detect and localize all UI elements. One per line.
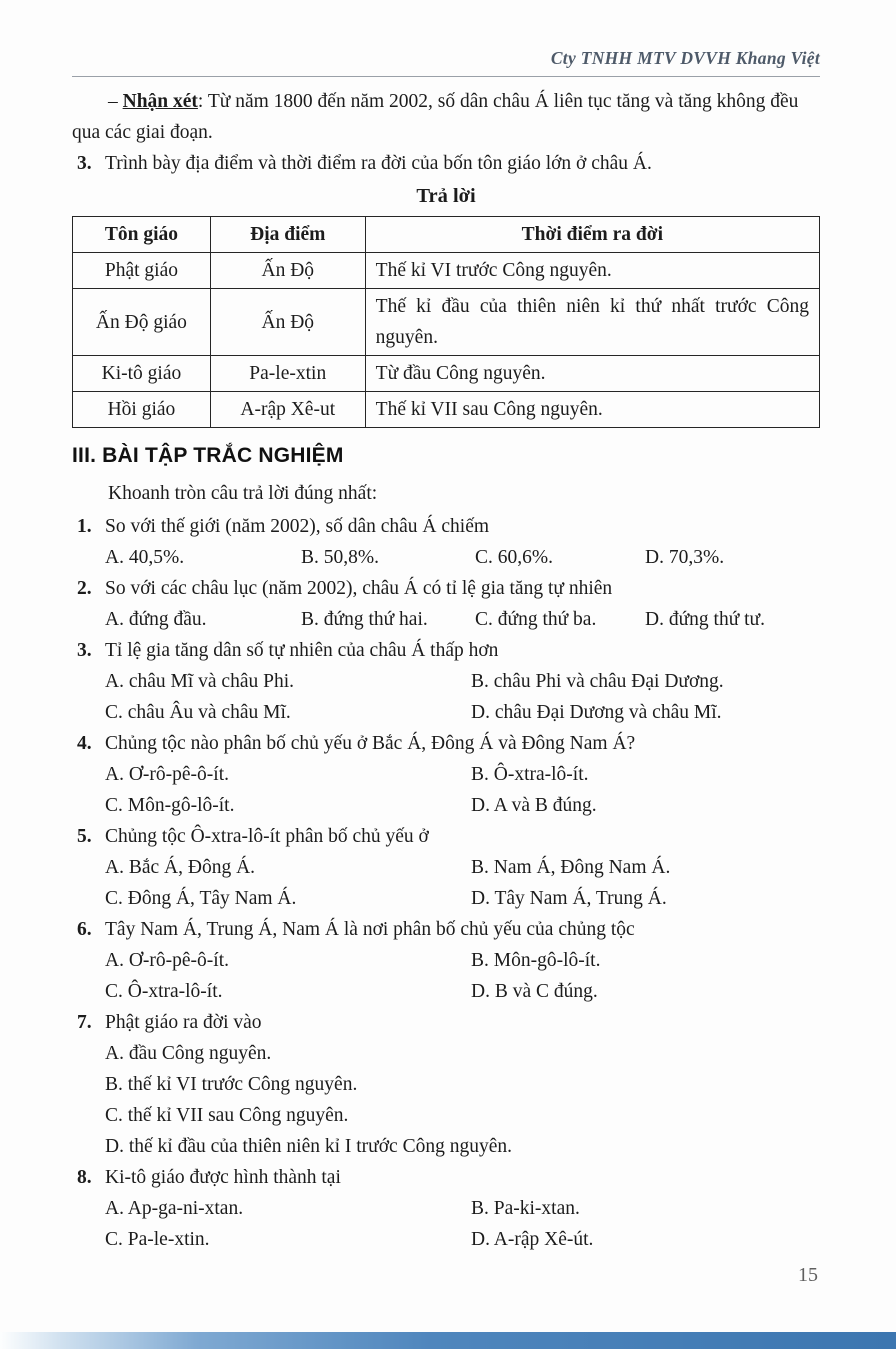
option-d: D. đứng thứ tư. xyxy=(645,609,765,630)
table-row xyxy=(73,253,820,289)
option-b: B. đứng thứ hai. xyxy=(301,609,428,630)
question-number: 8. xyxy=(77,1167,92,1188)
question-3 xyxy=(72,635,820,728)
option-a: A. đầu Công nguyên. xyxy=(105,1043,272,1064)
option-a: A. Bắc Á, Đông Á. xyxy=(105,857,256,878)
option-d: D. 70,3%. xyxy=(645,547,725,568)
option-a: A. Ơ-rô-pê-ô-ít. xyxy=(105,764,229,785)
remark-label: Nhận xét xyxy=(122,91,198,112)
question-text: Phật giáo ra đời vào xyxy=(105,1012,262,1033)
cell-religion: Ki-tô giáo xyxy=(73,356,211,392)
item-number: 3. xyxy=(77,153,92,174)
option-d: D. thế kỉ đầu của thiên niên kỉ I trước Công nguyên. xyxy=(105,1136,512,1157)
cell-place: Ấn Độ xyxy=(210,253,365,289)
question-7 xyxy=(72,1007,820,1162)
question-text: Tỉ lệ gia tăng dân số tự nhiên của châu Á thấp hơn xyxy=(105,640,499,661)
option-d: D. châu Đại Dương và châu Mĩ. xyxy=(471,702,722,723)
option-c: C. Đông Á, Tây Nam Á. xyxy=(105,888,297,909)
option-c: C. Ô-xtra-lô-ít. xyxy=(105,981,223,1002)
question-number: 1. xyxy=(77,516,92,537)
cell-time: Thế kỉ VII sau Công nguyên. xyxy=(365,392,819,428)
option-a: A. châu Mĩ và châu Phi. xyxy=(105,671,295,692)
cell-religion: Phật giáo xyxy=(73,253,211,289)
question-number: 4. xyxy=(77,733,92,754)
option-a: A. Ap-ga-ni-xtan. xyxy=(105,1198,244,1219)
option-b: B. Pa-ki-xtan. xyxy=(471,1198,580,1219)
option-d: D. A và B đúng. xyxy=(471,795,597,816)
cell-time: Thế kỉ đầu của thiên niên kỉ thứ nhất trước Công nguyên. xyxy=(365,289,819,356)
remark-text: : Từ năm 1800 đến năm 2002, số dân châu Á liên tục tăng và tăng không đều qua các giai đoạn. xyxy=(72,91,799,143)
question-text: Tây Nam Á, Trung Á, Nam Á là nơi phân bố chủ yếu của chủng tộc xyxy=(105,919,635,940)
question-6 xyxy=(72,914,820,1007)
question-text: Chủng tộc nào phân bố chủ yếu ở Bắc Á, Đông Á và Đông Nam Á? xyxy=(105,733,636,754)
page-number: 15 xyxy=(798,1264,818,1286)
option-a: A. 40,5%. xyxy=(105,547,185,568)
header-place: Địa điểm xyxy=(210,217,365,253)
option-b: B. Môn-gô-lô-ít. xyxy=(471,950,601,971)
question-4 xyxy=(72,728,820,821)
table-header-row xyxy=(73,217,820,253)
option-b: B. Nam Á, Đông Nam Á. xyxy=(471,857,671,878)
cell-religion: Hồi giáo xyxy=(73,392,211,428)
footer-accent-bar xyxy=(0,1332,896,1349)
question-text: So với thế giới (năm 2002), số dân châu Á chiếm xyxy=(105,516,490,537)
header-religion: Tôn giáo xyxy=(73,217,211,253)
option-c: C. thế kỉ VII sau Công nguyên. xyxy=(105,1105,349,1126)
option-d: D. Tây Nam Á, Trung Á. xyxy=(471,888,667,909)
option-c: C. Pa-le-xtin. xyxy=(105,1229,210,1250)
option-a: A. Ơ-rô-pê-ô-ít. xyxy=(105,950,229,971)
question-text: Ki-tô giáo được hình thành tại xyxy=(105,1167,341,1188)
cell-religion: Ấn Độ giáo xyxy=(73,289,211,356)
option-c: C. 60,6%. xyxy=(475,547,553,568)
section-heading: III. BÀI TẬP TRẮC NGHIỆM xyxy=(72,444,344,467)
question-1 xyxy=(72,511,820,573)
cell-time: Thế kỉ VI trước Công nguyên. xyxy=(365,253,819,289)
instruction-text: Khoanh tròn câu trả lời đúng nhất: xyxy=(108,483,378,504)
remark-dash: – xyxy=(108,91,118,112)
table-row xyxy=(73,289,820,356)
answer-heading: Trả lời xyxy=(416,185,476,207)
religions-table xyxy=(72,216,820,428)
cell-place: Ấn Độ xyxy=(210,289,365,356)
question-number: 6. xyxy=(77,919,92,940)
question-5 xyxy=(72,821,820,914)
table-row xyxy=(73,392,820,428)
cell-place: A-rập Xê-ut xyxy=(210,392,365,428)
question-8 xyxy=(72,1162,820,1255)
question-text: Chủng tộc Ô-xtra-lô-ít phân bố chủ yếu ở xyxy=(105,826,429,847)
question-text: So với các châu lục (năm 2002), châu Á có tỉ lệ gia tăng tự nhiên xyxy=(105,578,613,599)
question-number: 2. xyxy=(77,578,92,599)
cell-place: Pa-le-xtin xyxy=(210,356,365,392)
option-b: B. Ô-xtra-lô-ít. xyxy=(471,764,589,785)
item-text: Trình bày địa điểm và thời điểm ra đời của bốn tôn giáo lớn ở châu Á. xyxy=(105,153,652,174)
option-d: D. B và C đúng. xyxy=(471,981,598,1002)
header-time: Thời điểm ra đời xyxy=(365,217,819,253)
option-b: B. thế kỉ VI trước Công nguyên. xyxy=(105,1074,358,1095)
exercise-item-3 xyxy=(72,148,820,179)
question-number: 7. xyxy=(77,1012,92,1033)
page-header xyxy=(0,0,896,77)
publisher-name: Cty TNHH MTV DVVH Khang Việt xyxy=(550,48,820,68)
option-c: C. châu Âu và châu Mĩ. xyxy=(105,702,291,723)
option-d: D. A-rập Xê-út. xyxy=(471,1229,594,1250)
option-a: A. đứng đầu. xyxy=(105,609,207,630)
option-b: B. 50,8%. xyxy=(301,547,379,568)
question-list xyxy=(72,511,820,1255)
question-number: 3. xyxy=(77,640,92,661)
question-2 xyxy=(72,573,820,635)
question-number: 5. xyxy=(77,826,92,847)
option-c: C. đứng thứ ba. xyxy=(475,609,597,630)
cell-time: Từ đầu Công nguyên. xyxy=(365,356,819,392)
option-c: C. Môn-gô-lô-ít. xyxy=(105,795,235,816)
table-row xyxy=(73,356,820,392)
remark-paragraph xyxy=(72,86,820,148)
option-b: B. châu Phi và châu Đại Dương. xyxy=(471,671,724,692)
page-body xyxy=(0,77,896,1255)
